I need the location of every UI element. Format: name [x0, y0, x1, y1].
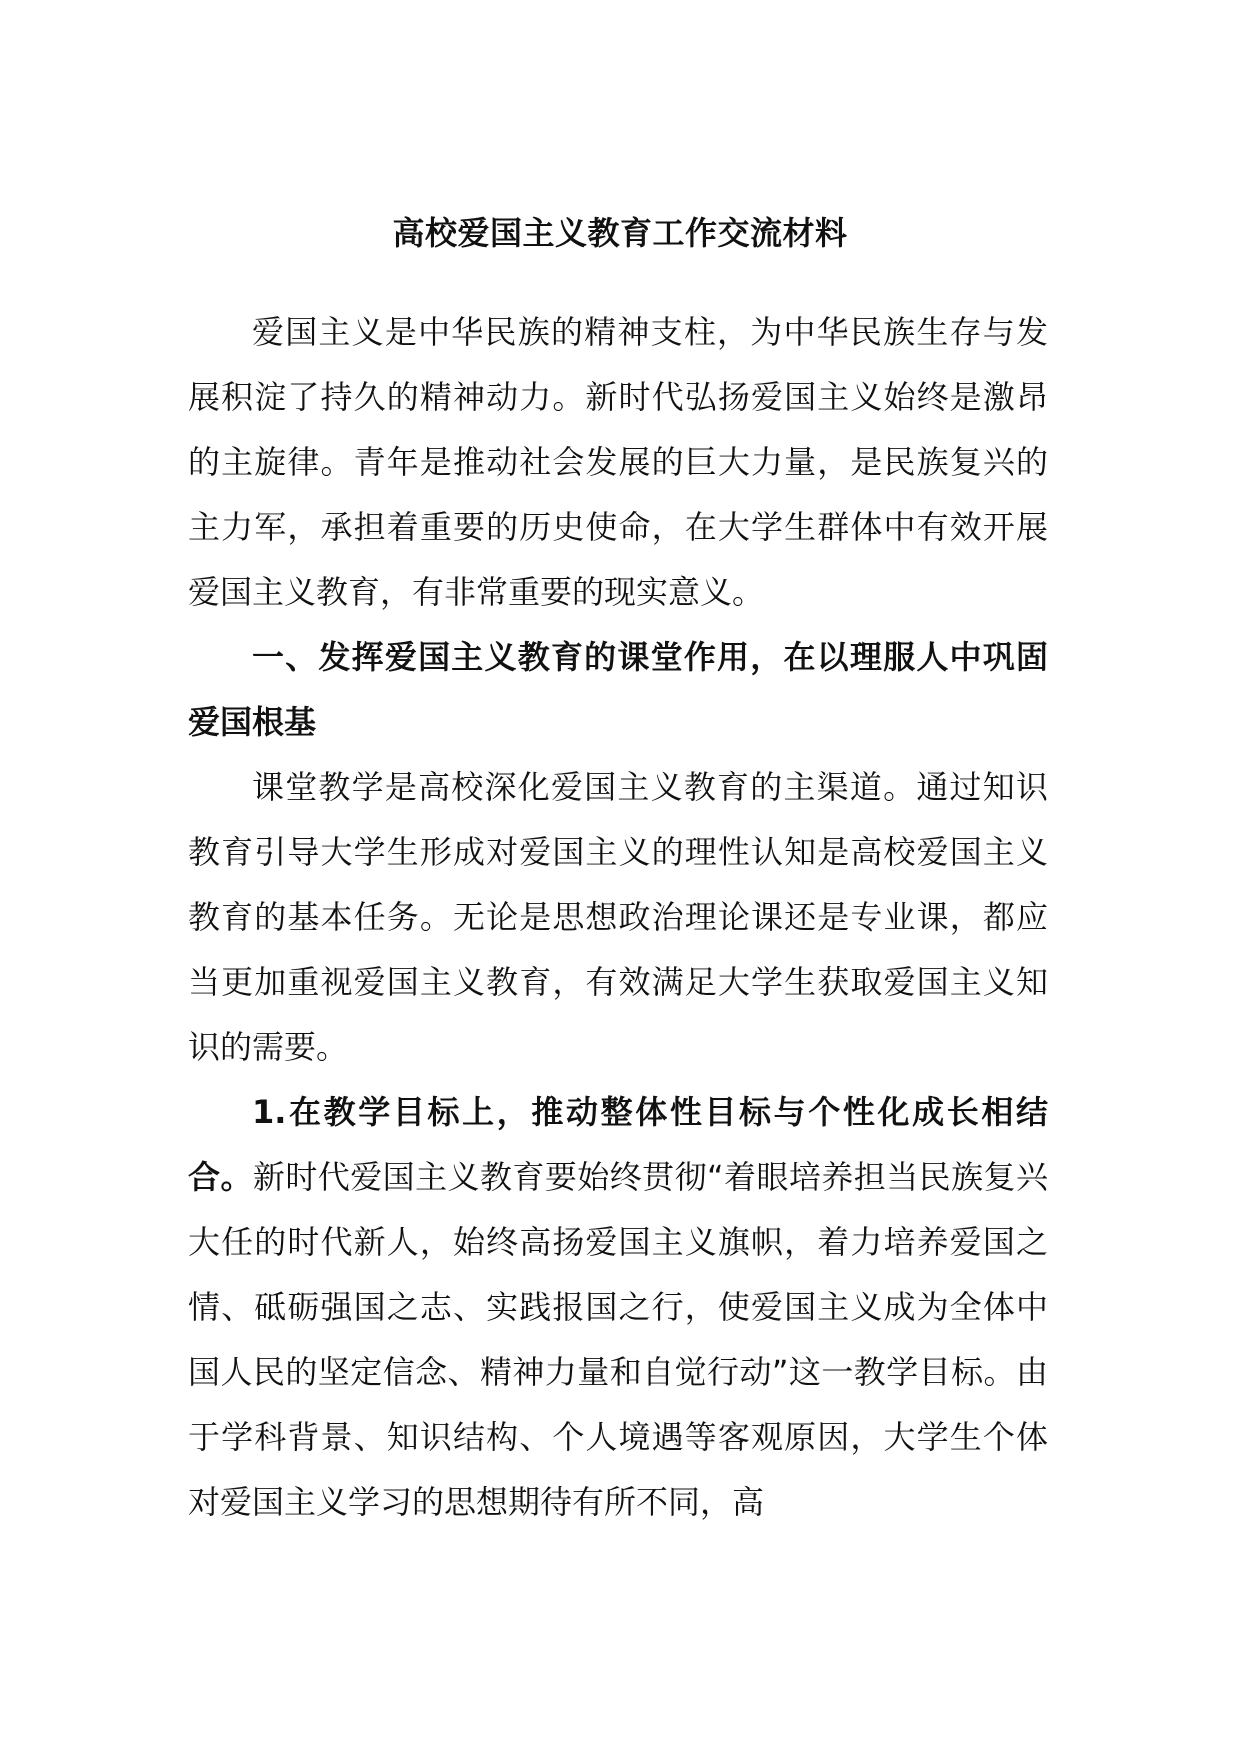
- section-heading-1: 一、发挥爱国主义教育的课堂作用，在以理服人中巩固爱国根基: [188, 638, 1048, 741]
- subsection-1-text: 新时代爱国主义教育要始终贯彻“着眼培养担当民族复兴大任的时代新人，始终高扬爱国主义旗帜，着力培养爱国之情、砥砺强国之志、实践报国之行，使爱国主义成为全体中国人民的坚定信念、精神力量和自觉行动”这一教学目标。由于学科背景、知识结构、个人境遇等客观原因，大学生个体对爱国主义学习的思想期待有所不同，高: [188, 1158, 1048, 1521]
- section-1-paragraph: 课堂教学是高校深化爱国主义教育的主渠道。通过知识教育引导大学生形成对爱国主义的理性认知是高校爱国主义教育的基本任务。无论是思想政治理论课还是专业课，都应当更加重视爱国主义教育，有效满足大学生获取爱国主义知识的需要。: [188, 768, 1048, 1066]
- document-title: 高校爱国主义教育工作交流材料: [392, 214, 848, 252]
- document-body: [188, 300, 1048, 1535]
- subsection-1-lead: 1.在教学目标上，推动整体性目标与个性化成长相结合。: [188, 1093, 1048, 1196]
- subsection-1-paragraph: [188, 1080, 1048, 1535]
- intro-paragraph: 爱国主义是中华民族的精神支柱，为中华民族生存与发展积淀了持久的精神动力。新时代弘扬爱国主义始终是激昂的主旋律。青年是推动社会发展的巨大力量，是民族复兴的主力军，承担着重要的历史使命，在大学生群体中有效开展爱国主义教育，有非常重要的现实意义。: [188, 313, 1048, 611]
